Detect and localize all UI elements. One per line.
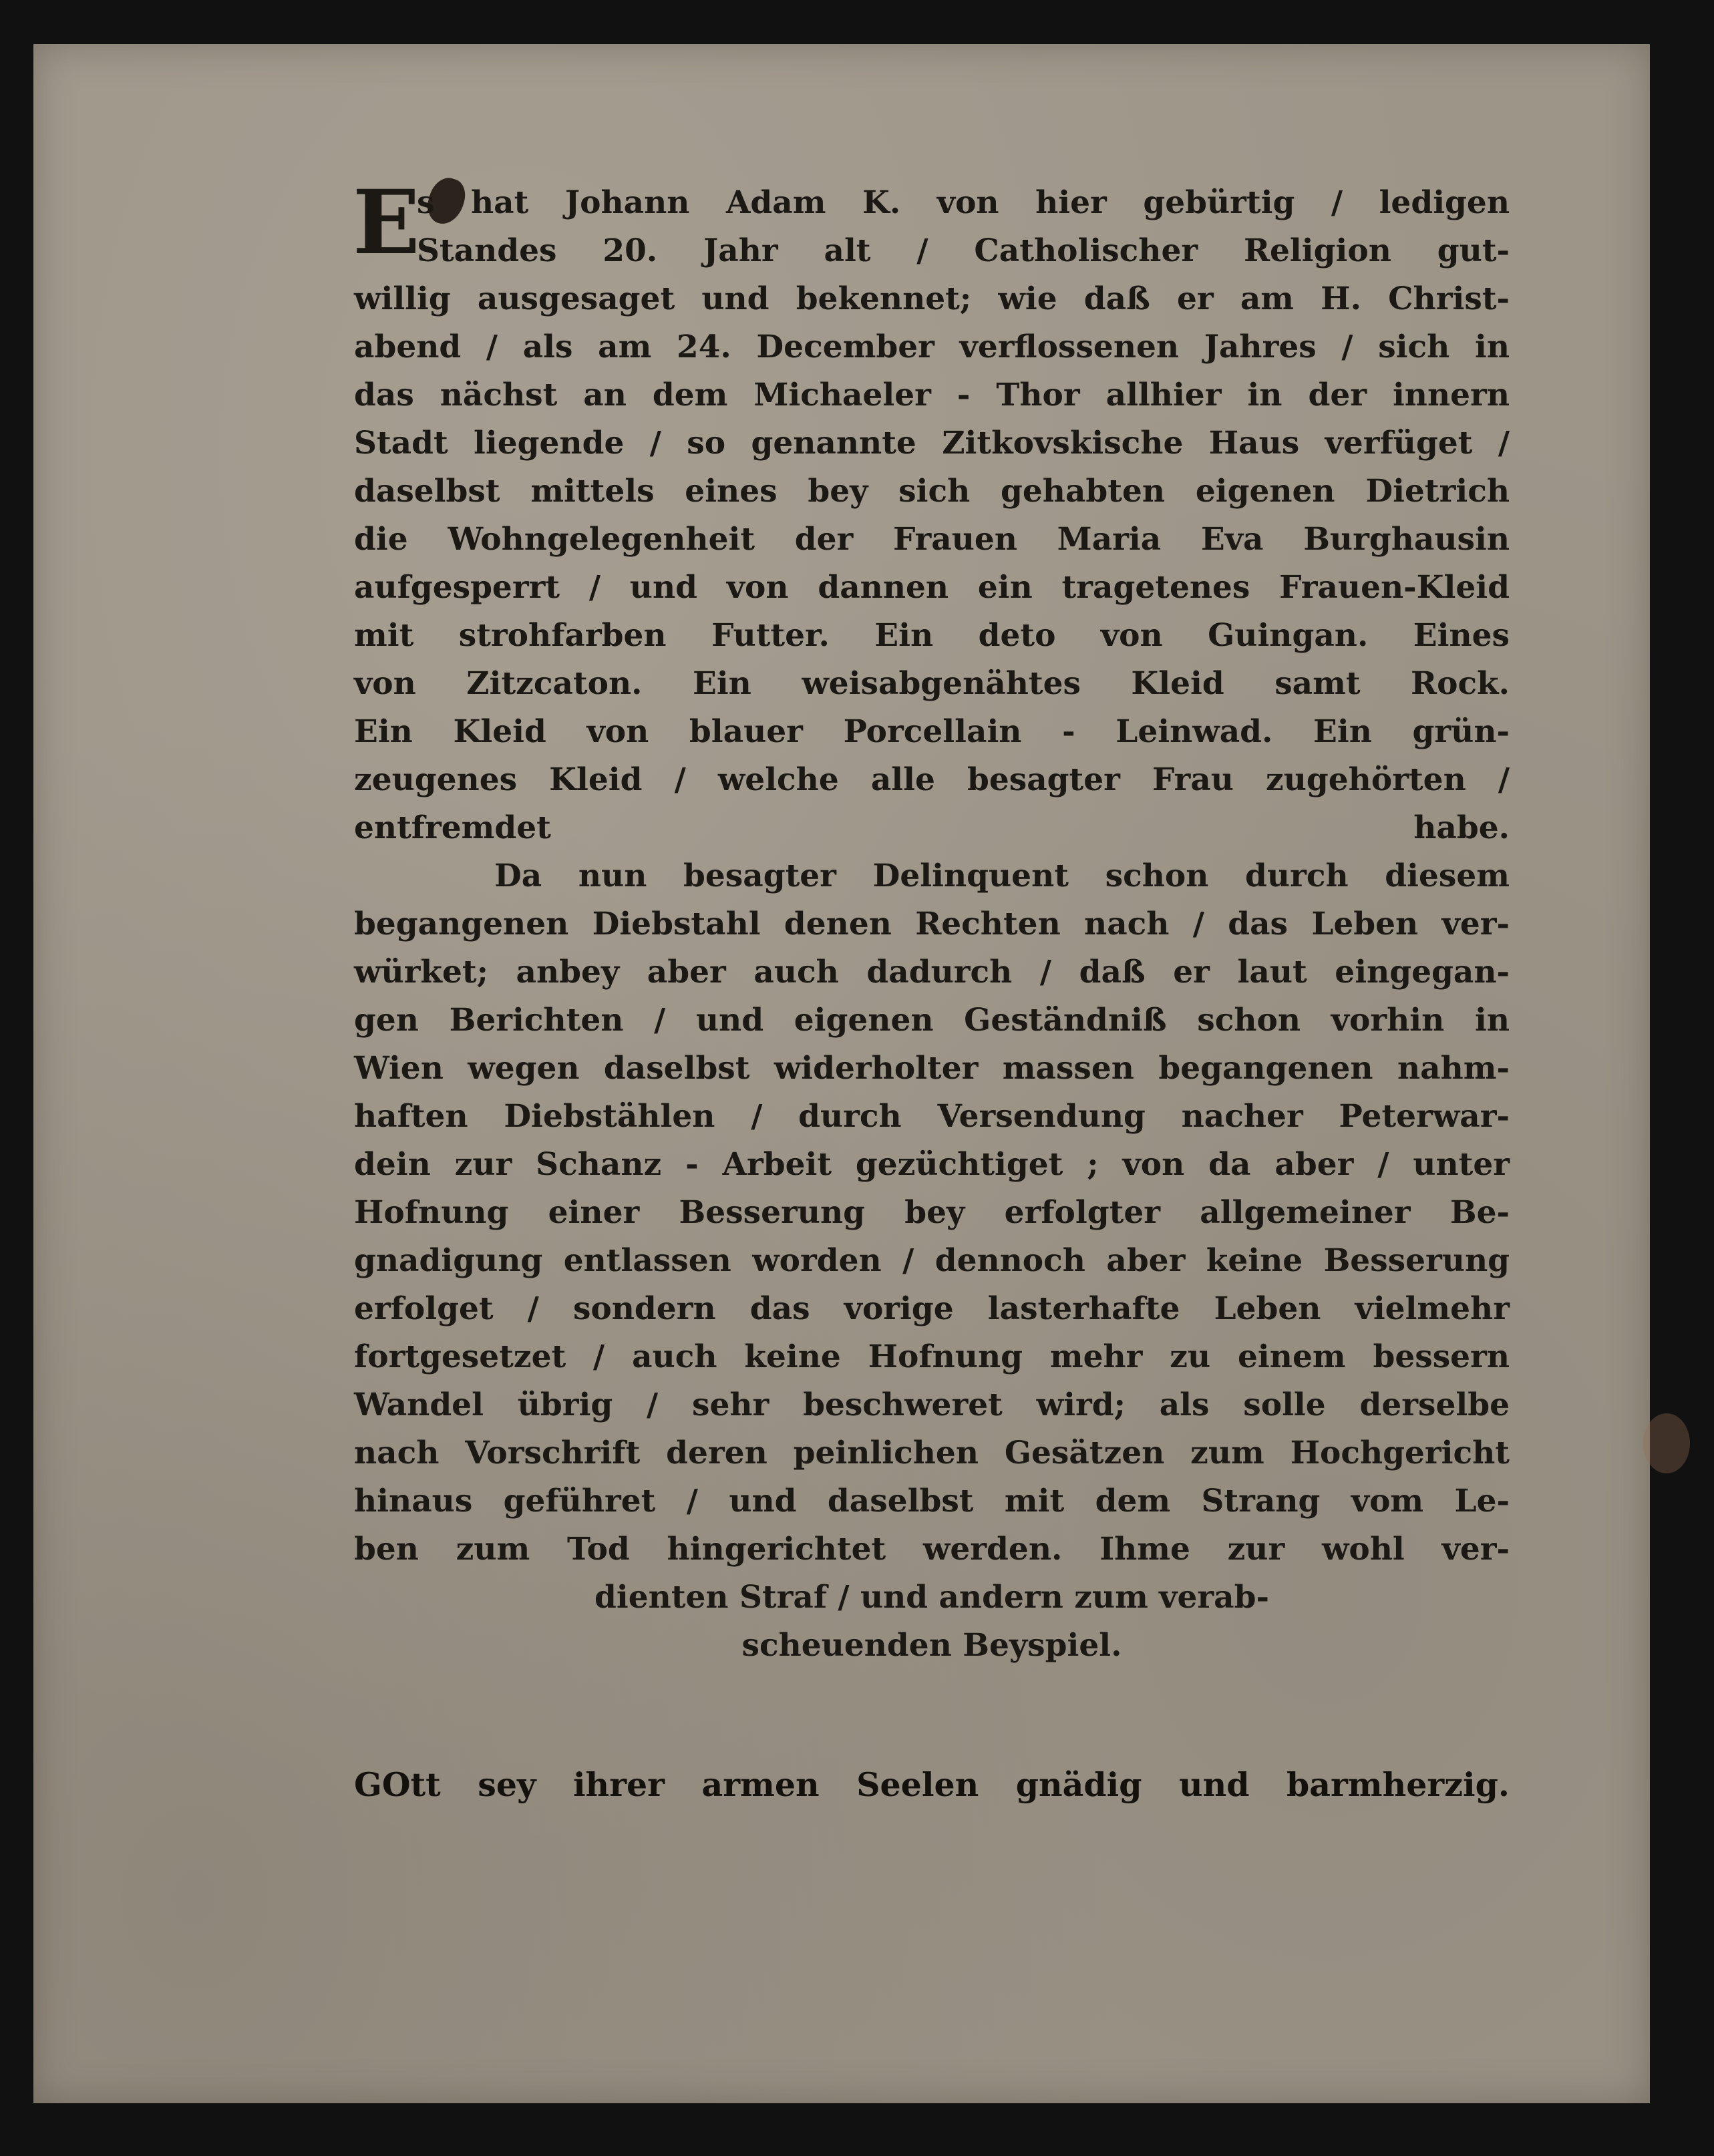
text-line: hinaus geführet / und daselbst mit dem Strang vom Le- [354,1483,1510,1519]
text-line: von Zitzcaton. Ein weisabgenähtes Kleid samt Rock. [354,665,1510,702]
paper-stain [1643,1413,1690,1473]
text-line: willig ausgesaget und bekennet; wie daß er am H. Christ- [354,281,1510,317]
text-line: dein zur Schanz - Arbeit gezüchtiget ; von da aber / unter [354,1146,1510,1183]
text-line: Standes 20. Jahr alt / Catholischer Religion gut- [417,232,1510,269]
text-line: nach Vorschrift deren peinlichen Gesätzen zum Hochgericht [354,1435,1510,1471]
text-line: abend / als am 24. December verflossenen Jahres / sich in [354,329,1510,365]
text-line: gen Berichten / und eigenen Geständniß schon vorhin in [354,1002,1510,1039]
paragraph-ending [354,1574,1510,1670]
paragraph-sentence [354,852,1510,1574]
text-line: Wien wegen daselbst widerholter massen begangenen nahm- [354,1050,1510,1087]
text-line: Stadt liegende / so genannte Zitkovskische Haus verfüget / [354,425,1510,462]
closing-prayer: GOtt sey ihrer armen Seelen gnädig und barmherzig. [354,1765,1510,1804]
document-body [353,171,1510,1670]
text-line: aufgesperrt / und von dannen ein tragetenes Frauen-Kleid [354,569,1510,606]
text-line: erfolget / sondern das vorige lasterhafte Leben vielmehr [354,1290,1510,1327]
text-line: entfremdet habe. [354,810,1510,846]
text-line: Wandel übrig / sehr beschweret wird; als solle derselbe [354,1387,1510,1423]
text-line: Hofnung einer Besserung bey erfolgter allgemeiner Be- [354,1194,1510,1231]
text-line: daselbst mittels eines bey sich gehabten eigenen Dietrich [354,473,1510,510]
text-line: die Wohngelegenheit der Frauen Maria Eva Burghausin [354,521,1510,558]
text-line: zeugenes Kleid / welche alle besagter Frau zugehörten / [354,761,1510,798]
paragraph-confession [354,179,1510,852]
text-line: mit strohfarben Futter. Ein deto von Guingan. Eines [354,617,1510,654]
text-line: haften Diebstählen / durch Versendung nacher Peterwar- [354,1098,1510,1135]
text-line: würket; anbey aber auch dadurch / daß er laut eingegan- [354,954,1510,991]
text-line: dienten Straf / und andern zum verab- [594,1579,1269,1616]
text-line: gnadigung entlassen worden / dennoch aber keine Besserung [354,1242,1510,1279]
text-line: Da nun besagter Delinquent schon durch diesem [494,858,1510,894]
text-line: das nächst an dem Michaeler - Thor allhier in der innern [354,377,1510,413]
drop-cap: E [353,171,420,275]
text-line: fortgesetzet / auch keine Hofnung mehr zu einem bessern [354,1338,1510,1375]
text-line: scheuenden Beyspiel. [741,1627,1122,1664]
text-line: begangenen Diebstahl denen Rechten nach / das Leben ver- [354,906,1510,942]
text-line: s hat Johann Adam K. von hier gebürtig / ledigen [417,184,1510,221]
text-line: ben zum Tod hingerichtet werden. Ihme zur wohl ver- [354,1531,1510,1568]
text-line: Ein Kleid von blauer Porcellain - Leinwad. Ein grün- [354,713,1510,750]
